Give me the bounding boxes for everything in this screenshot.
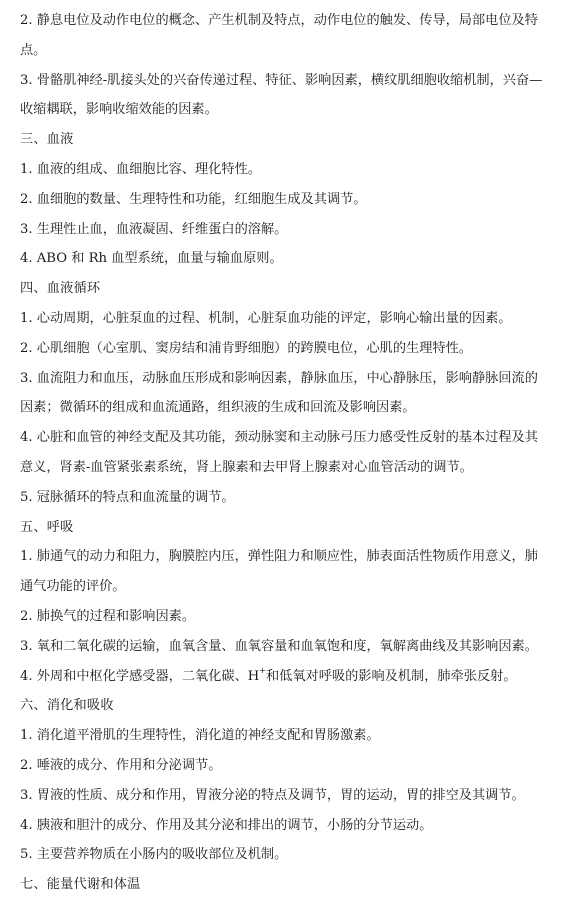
list-item: 5. 主要营养物质在小肠内的吸收部位及机制。 <box>20 847 288 863</box>
list-item: 3. 骨骼肌神经-肌接头处的兴奋传递过程、特征、影响因素，横纹肌细胞收缩机制，兴奋— <box>20 72 543 88</box>
list-item: 3. 生理性止血，血液凝固、纤维蛋白的溶解。 <box>20 221 288 237</box>
list-item-continuation: 通气功能的评价。 <box>20 579 126 595</box>
list-item: 1. 心动周期，心脏泵血的过程、机制，心脏泵血功能的评定，影响心输出量的因素。 <box>20 310 512 326</box>
list-item-continuation: 点。 <box>20 42 47 58</box>
list-item: 1. 肺通气的动力和阻力，胸膜腔内压，弹性阻力和顺应性，肺表面活性物质作用意义，肺 <box>20 549 538 565</box>
list-item: 4. ABO 和 Rh 血型系统，血量与输血原则。 <box>20 251 283 267</box>
list-item: 4. 胰液和胆汁的成分、作用及其分泌和排出的调节，小肠的分节运动。 <box>20 817 433 833</box>
list-item: 2. 肺换气的过程和影响因素。 <box>20 608 196 624</box>
list-item-text-after-sup: 和低氧对呼吸的影响及机制，肺牵张反射。 <box>265 668 517 684</box>
list-item-text-before-sup: 4. 外周和中枢化学感受器，二氧化碳、H <box>20 668 260 684</box>
list-item: 1. 血液的组成、血细胞比容、理化特性。 <box>20 161 261 177</box>
section-heading-metabolism: 七、能量代谢和体温 <box>20 877 141 893</box>
list-item: 3. 胃液的性质、成分和作用，胃液分泌的特点及调节，胃的运动，胃的排空及其调节。 <box>20 787 525 803</box>
list-item-continuation: 收缩耦联，影响收缩效能的因素。 <box>20 102 218 118</box>
list-item: 2. 心肌细胞（心室肌、窦房结和浦肯野细胞）的跨膜电位，心肌的生理特性。 <box>20 340 472 356</box>
list-item: 4. 心脏和血管的神经支配及其功能，颈动脉窦和主动脉弓压力感受性反射的基本过程及其 <box>20 430 538 446</box>
section-heading-circulation: 四、血液循环 <box>20 281 101 297</box>
section-heading-blood: 三、血液 <box>20 132 74 148</box>
list-item: 3. 氧和二氧化碳的运输，血氧含量、血氧容量和血氧饱和度，氧解离曲线及其影响因素。 <box>20 638 538 654</box>
superscript-plus: + <box>259 666 266 676</box>
list-item: 2. 静息电位及动作电位的概念、产生机制及特点，动作电位的触发、传导，局部电位及特 <box>20 13 538 28</box>
list-item-continuation: 意义，肾素-血管紧张素系统，肾上腺素和去甲肾上腺素对心血管活动的调节。 <box>20 459 473 475</box>
list-item: 3. 血流阻力和血压，动脉血压形成和影响因素，静脉血压，中心静脉压，影响静脉回流的 <box>20 370 538 386</box>
section-heading-digestion: 六、消化和吸收 <box>20 698 114 714</box>
section-heading-respiration: 五、呼吸 <box>20 519 74 535</box>
list-item: 5. 冠脉循环的特点和血流量的调节。 <box>20 489 235 505</box>
list-item: 1. 消化道平滑肌的生理特性，消化道的神经支配和胃肠激素。 <box>20 728 380 744</box>
list-item: 2. 血细胞的数量、生理特性和功能，红细胞生成及其调节。 <box>20 191 367 207</box>
list-item <box>20 662 549 692</box>
list-item: 2. 唾液的成分、作用和分泌调节。 <box>20 757 222 773</box>
list-item-continuation: 因素；微循环的组成和血流通路，组织液的生成和回流及影响因素。 <box>20 400 416 416</box>
